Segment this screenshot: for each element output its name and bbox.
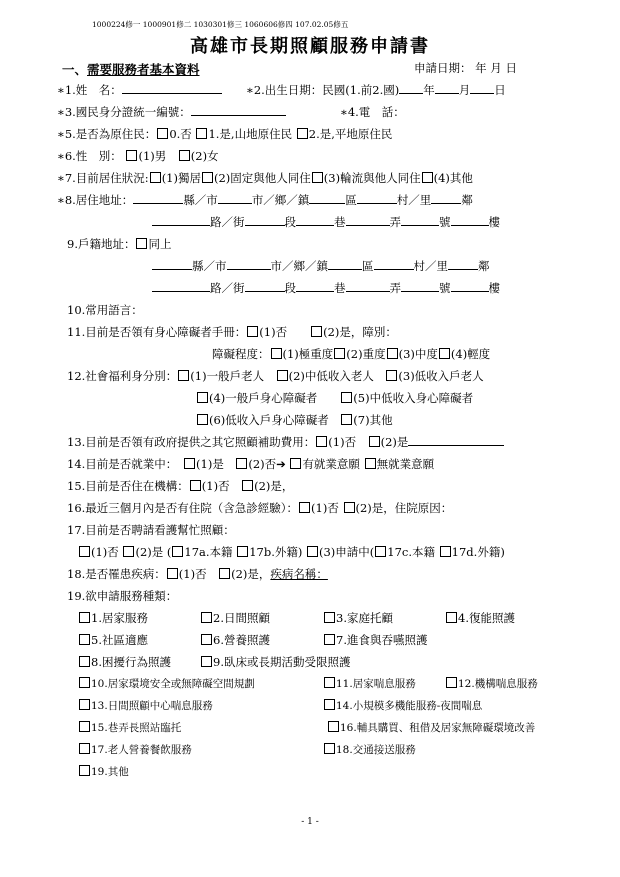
service-option-5[interactable]: 5.社區適應 [78,632,148,648]
checkbox[interactable] [136,238,147,249]
form-title: 高雄市長期照顧服務申請書 [190,36,430,57]
service-option-18[interactable]: 18.交通接送服務 [323,742,416,757]
q6-gender: ∗6.性 別： (1)男 (2)女 [57,149,219,163]
q10-language: 10.常用語言： [67,303,143,317]
checkbox[interactable] [150,172,161,183]
checkbox[interactable] [237,546,248,557]
q2-birthdate-field[interactable]: ∗2.出生日期：民國(1.前2.國) 年 月 日 [246,83,506,97]
checkbox[interactable] [236,458,247,469]
q5-indigenous: ∗5.是否為原住民： 0.否 1.是,山地原住民 2.是,平地原住民 [57,127,393,141]
q11-disability-card: 11.目前是否領有身心障礙者手冊： (1)否 (2)是，障別： [67,325,397,339]
service-option-6[interactable]: 6.營養照護 [200,632,270,648]
checkbox[interactable] [312,172,323,183]
checkbox[interactable] [365,458,376,469]
checkbox[interactable] [375,546,386,557]
arrow-right-icon: ➔ [276,457,286,471]
service-option-19[interactable]: 19.其他 [78,764,129,779]
checkbox[interactable] [79,546,90,557]
checkbox[interactable] [290,458,301,469]
checkbox[interactable] [190,480,201,491]
q1-name-field[interactable]: ∗1.姓 名： [57,82,222,98]
checkbox[interactable] [277,370,288,381]
q7-living: ∗7.目前居住狀況: (1)獨居 (2)固定與他人同住 (3)輪流與他人同住 (4)其他 [57,171,473,185]
q3-id-field[interactable]: ∗3.國民身分證統一編號： [57,104,286,120]
checkbox[interactable] [369,436,380,447]
checkbox[interactable] [299,502,310,513]
checkbox[interactable] [316,436,327,447]
checkbox[interactable] [219,568,230,579]
checkbox[interactable] [123,546,134,557]
q8-residence-address[interactable]: ∗8.居住地址： 縣／市 市／鄉／鎮 區 村／里 鄰 [57,193,473,207]
q9-household-address-line1[interactable]: 縣／市 市／鄉／鎮 區 村／里 鄰 [152,258,490,274]
q12-welfare-status-row2: (4)一般戶身心障礙者 (5)中低收入身心障礙者 [196,390,473,406]
service-option-17[interactable]: 17.老人營養餐飲服務 [78,742,192,757]
checkbox[interactable] [386,370,397,381]
service-option-2[interactable]: 2.日間照顧 [200,610,270,626]
service-option-7[interactable]: 7.進食與吞嚥照護 [323,632,427,648]
checkbox[interactable] [178,370,189,381]
page-number: - 1 - [301,817,319,827]
q15-institution: 15.目前是否住在機構： (1)否 (2)是， [67,479,294,493]
revision-history: 1000224修一 1000901修二 1030301修三 1060606修四 107.02.05修五 [92,20,349,29]
application-date: 申請日期： 年 月 日 [414,61,517,75]
service-option-16[interactable]: 16.輔具購買、租借及居家無障礙環境改善 [327,720,535,735]
checkbox[interactable] [179,150,190,161]
service-option-12[interactable]: 12.機構喘息服務 [445,676,538,691]
service-option-15[interactable]: 15.巷弄長照站臨托 [78,720,181,735]
q9-household-address-line2[interactable]: 路／街 段 巷 弄 號 樓 [152,280,500,296]
checkbox[interactable] [197,414,208,425]
service-option-4[interactable]: 4.復能照護 [445,610,515,626]
service-option-13[interactable]: 13.日間照顧中心喘息服務 [78,698,213,713]
checkbox[interactable] [387,348,398,359]
q11-disability-degree: 障礙程度： (1)極重度 (2)重度 (3)中度 (4)輕度 [212,347,491,361]
checkbox[interactable] [311,326,322,337]
checkbox[interactable] [196,128,207,139]
q12-welfare-status-row3: (6)低收入戶身心障礙者 (7)其他 [196,412,393,428]
q13-subsidy: 13.目前是否領有政府提供之其它照顧補助費用： (1)否 (2)是 [67,434,504,450]
q18-disease: 18.是否罹患疾病： (1)否 (2)是，疾病名稱： [67,567,328,581]
section-heading: 一、需要服務者基本資料 [62,62,200,77]
checkbox[interactable] [157,128,168,139]
checkbox[interactable] [439,348,450,359]
checkbox[interactable] [344,502,355,513]
checkbox[interactable] [247,326,258,337]
q17-caregiver: 17.目前是否聘請看護幫忙照顧： [67,523,235,537]
q12-welfare-status: 12.社會福利身分別： (1)一般戶老人 (2)中低收入老人 (3)低收入戶老人 [67,369,484,383]
checkbox[interactable] [307,546,318,557]
checkbox[interactable] [172,546,183,557]
q14-employment: 14.目前是否就業中： (1)是 (2)否➔ 有就業意願 無就業意願 [67,457,435,471]
checkbox[interactable] [167,568,178,579]
service-option-9[interactable]: 9.臥床或長期活動受限照護 [200,654,350,670]
q16-hospitalization: 16.最近三個月內是否有住院（含急診經驗）： (1)否 (2)是，住院原因： [67,501,453,515]
checkbox[interactable] [334,348,345,359]
service-option-11[interactable]: 11.居家喘息服務 [323,676,416,691]
checkbox[interactable] [271,348,282,359]
q9-household-address: 9.戶籍地址： 同上 [67,237,172,251]
checkbox[interactable] [202,172,213,183]
service-option-1[interactable]: 1.居家服務 [78,610,148,626]
service-option-14[interactable]: 14.小規模多機能服務-夜間喘息 [323,698,482,713]
checkbox[interactable] [184,458,195,469]
checkbox[interactable] [297,128,308,139]
checkbox[interactable] [126,150,137,161]
checkbox[interactable] [197,392,208,403]
checkbox[interactable] [341,414,352,425]
checkbox[interactable] [422,172,433,183]
q4-phone-field[interactable]: ∗4.電 話： [340,105,405,119]
q17-caregiver-options: (1)否 (2)是 ( 17a.本籍 17b.外籍) (3)申請中( 17c.本籍 17d.外籍) [78,544,505,560]
service-option-8[interactable]: 8.困擾行為照護 [78,654,171,670]
service-option-3[interactable]: 3.家庭托顧 [323,610,393,626]
checkbox[interactable] [440,546,451,557]
checkbox[interactable] [341,392,352,403]
checkbox[interactable] [242,480,253,491]
service-option-10[interactable]: 10.居家環境安全或無障礙空間規劃 [78,676,255,691]
q19-service-types: 19.欲申請服務種類： [67,589,178,603]
q8-residence-address-line2[interactable]: 路／街 段 巷 弄 號 樓 [152,214,500,230]
